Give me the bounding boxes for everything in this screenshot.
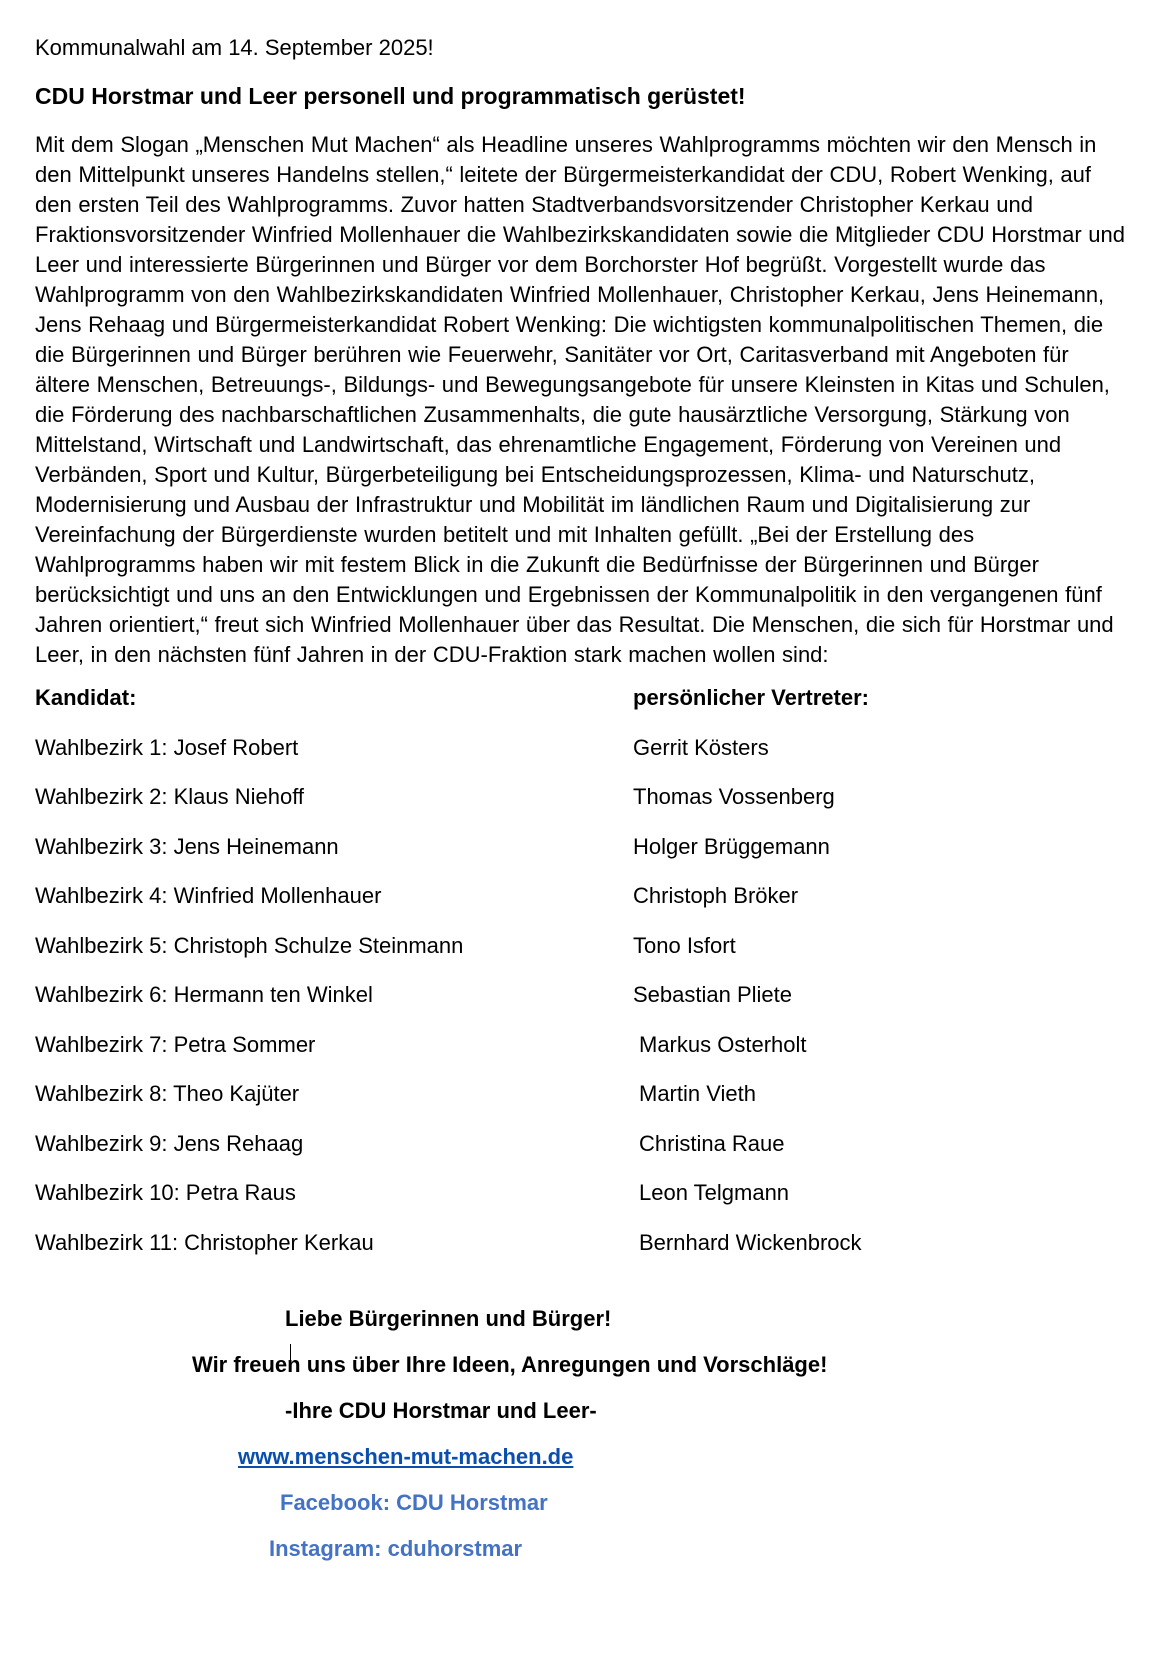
closing-greeting: Liebe Bürgerinnen und Bürger! <box>285 1306 612 1331</box>
candidate-cell: Wahlbezirk 1: Josef Robert <box>35 734 299 760</box>
table-row <box>35 1080 1130 1130</box>
deputy-cell: Holger Brüggemann <box>633 833 830 859</box>
document-page <box>35 34 1130 1278</box>
deputy-cell: Bernhard Wickenbrock <box>639 1229 862 1255</box>
candidate-cell: Wahlbezirk 10: Petra Raus <box>35 1180 296 1205</box>
closing-signature: -Ihre CDU Horstmar und Leer- <box>285 1398 597 1423</box>
deputy-cell: Sebastian Pliete <box>633 982 792 1007</box>
table-row <box>35 734 1130 784</box>
candidate-cell: Wahlbezirk 11: Christopher Kerkau <box>35 1229 374 1255</box>
instagram-link[interactable]: Instagram: cduhorstmar <box>269 1536 523 1561</box>
facebook-link[interactable]: Facebook: CDU Horstmar <box>280 1490 548 1515</box>
deputy-cell: Markus Osterholt <box>639 1031 807 1057</box>
table-row <box>35 1031 1130 1081</box>
candidate-table <box>35 684 1130 1278</box>
table-row <box>35 932 1130 982</box>
candidate-cell: Wahlbezirk 9: Jens Rehaag <box>35 1130 304 1156</box>
candidate-cell: Wahlbezirk 6: Hermann ten Winkel <box>35 982 373 1007</box>
headline: CDU Horstmar und Leer personell und programmatisch gerüstet! <box>35 83 746 109</box>
table-row <box>35 882 1130 932</box>
table-row <box>35 833 1130 883</box>
deputy-cell: Tono Isfort <box>633 932 736 958</box>
table-row <box>35 1229 1130 1279</box>
deputy-cell: Thomas Vossenberg <box>633 784 835 809</box>
candidate-cell: Wahlbezirk 5: Christoph Schulze Steinmann <box>35 932 464 958</box>
dateline: Kommunalwahl am 14. September 2025! <box>35 35 434 60</box>
candidate-cell: Wahlbezirk 2: Klaus Niehoff <box>35 784 305 809</box>
deputy-cell: Gerrit Kösters <box>633 734 769 760</box>
header-deputy: persönlicher Vertreter: <box>633 685 869 710</box>
table-row <box>35 981 1130 1031</box>
article-body: Mit dem Slogan „Menschen Mut Machen“ als Headline unseres Wahlprogramms möchten wir den Mensch in den Mittelpunkt unseres Handelns stellen,“ leitete der Bürgermeisterkandidat der CDU, Robert Wenking, auf den ersten Teil des Wahlprogramms. Zuvor hatten Stadtverbandsvorsitzender Christopher Kerkau und Fraktionsvorsitzender Winfried Mollenhauer die Wahlbezirkskandidaten sowie die Mitglieder CDU Horstmar und Leer und interessierte Bürgerinnen und Bürger vor dem Borchorster Hof begrüßt. Vorgestellt wurde das Wahlprogramm von den Wahlbezirkskandidaten Winfried Mollenhauer, Christopher Kerkau, Jens Heinemann, Jens Rehaag und Bürgermeisterkandidat Robert Wenking: Die wichtigsten kommunalpolitischen Themen, die die Bürgerinnen und Bürger berühren wie Feuerwehr, Sanitäter vor Ort, Caritasverband mit Angeboten für ältere Menschen, Betreuungs-, Bildungs- und Bewegungsangebote für unsere Kleinsten in Kitas und Schulen, die Förderung des nachbarschaftlichen Zusammenhalts, die gute hausärztliche Versorgung, Stärkung von Mittelstand, Wirtschaft und Landwirtschaft, das ehrenamtliche Engagement, Förderung von Vereinen und Verbänden, Sport und Kultur, Bürgerbeteiligung bei Entscheidungsprozessen, Klima- und Naturschutz, Modernisierung und Ausbau der Infrastruktur und Mobilität im ländlichen Raum und Digitalisierung zur Vereinfachung der Bürgerdienste wurden betitelt und mit Inhalten gefüllt. „Bei der Erstellung des Wahlprogramms haben wir mit festem Blick in die Zukunft die Bedürfnisse der Bürgerinnen und Bürger berücksichtigt und uns an den Entwicklungen und Ergebnissen der Kommunalpolitik in den vergangenen fünf Jahren orientiert,“ freut sich Winfried Mollenhauer über das Resultat. Die Menschen, die sich für Horstmar und Leer, in den nächsten fünf Jahren in der CDU-Fraktion stark machen wollen sind: <box>35 132 1125 667</box>
candidate-cell: Wahlbezirk 8: Theo Kajüter <box>35 1081 300 1106</box>
candidate-cell: Wahlbezirk 7: Petra Sommer <box>35 1031 316 1057</box>
candidate-cell: Wahlbezirk 3: Jens Heinemann <box>35 833 339 859</box>
header-candidate: Kandidat: <box>35 685 137 710</box>
candidate-cell: Wahlbezirk 4: Winfried Mollenhauer <box>35 883 382 908</box>
deputy-cell: Martin Vieth <box>639 1081 756 1106</box>
closing-invitation: Wir freuen uns über Ihre Ideen, Anregungen und Vorschläge! <box>192 1352 828 1377</box>
table-row <box>35 783 1130 833</box>
deputy-cell: Leon Telgmann <box>639 1180 790 1205</box>
table-header <box>35 684 1130 734</box>
deputy-cell: Christina Raue <box>639 1130 785 1156</box>
website-link[interactable]: www.menschen-mut-machen.de <box>238 1444 574 1469</box>
table-row <box>35 1130 1130 1180</box>
table-row <box>35 1179 1130 1229</box>
deputy-cell: Christoph Bröker <box>633 883 799 908</box>
